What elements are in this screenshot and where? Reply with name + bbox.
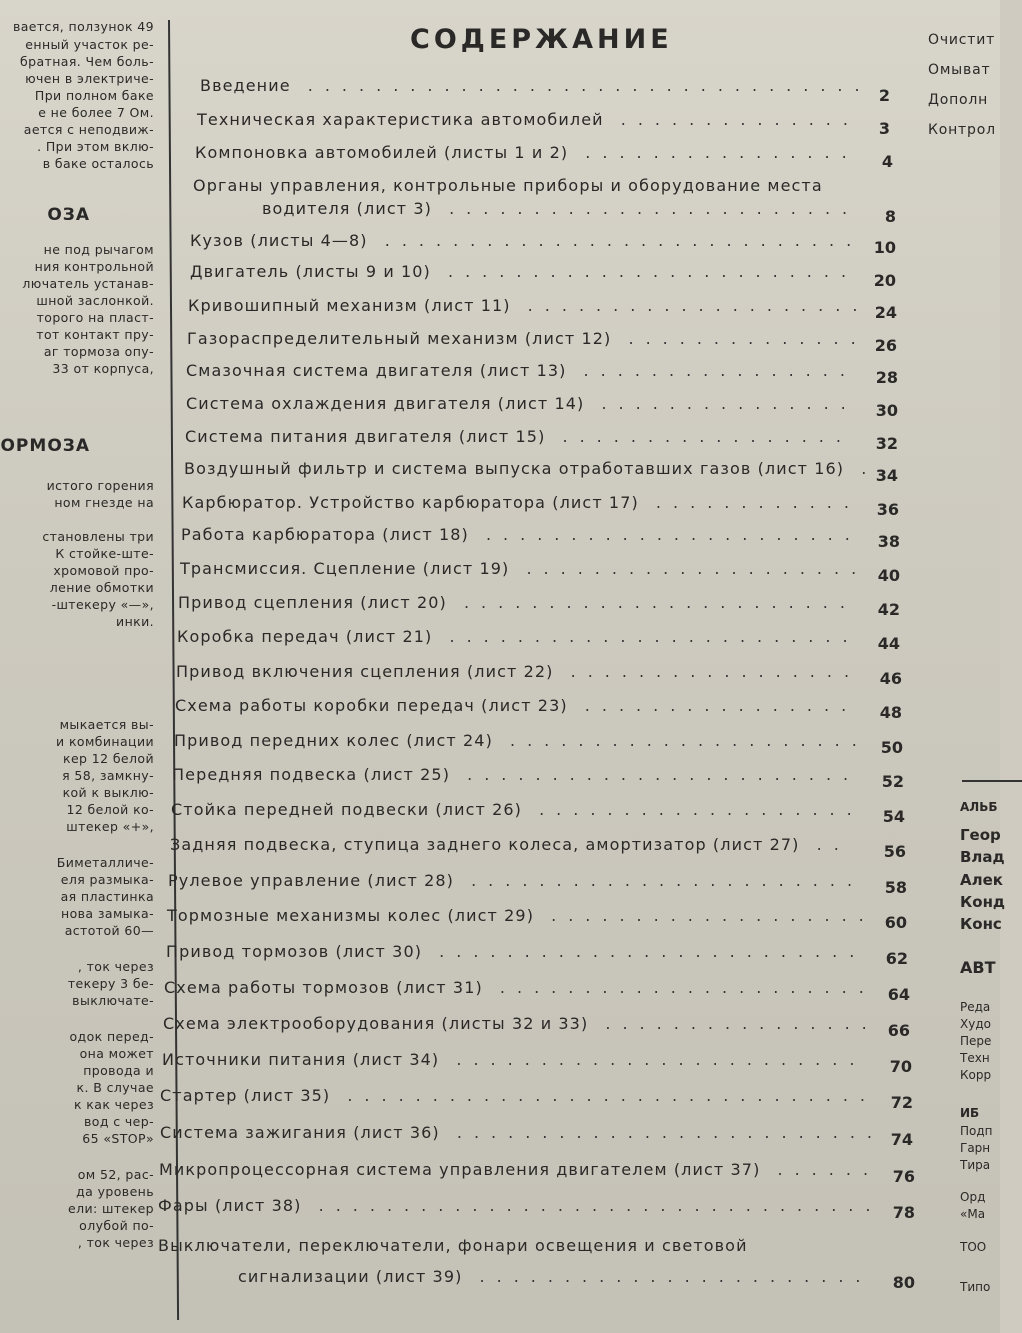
toc-leader-dots: ..............	[611, 329, 868, 348]
right-imprint-line: Подп	[960, 1124, 993, 1138]
toc-entry-label: Стартер (лист 35)	[160, 1086, 331, 1105]
toc-leader-dots: ...............................	[330, 1086, 877, 1105]
toc-leader-dots: .......................	[454, 871, 865, 890]
left-text-line: ается с неподвиж-	[23, 122, 154, 137]
left-text-line: -штекеру «—»,	[51, 597, 154, 612]
horizontal-rule	[962, 780, 1022, 782]
right-imprint-line: Худо	[960, 1017, 991, 1031]
toc-page-number: 28	[875, 368, 898, 387]
toc-entry	[160, 1086, 877, 1105]
toc-leader-dots: ......	[760, 1160, 881, 1179]
toc-leader-dots: .................	[545, 427, 853, 446]
left-text-line: ючен в электриче-	[25, 71, 154, 86]
toc-page-number: 58	[884, 878, 907, 897]
toc-page-number: 80	[892, 1273, 915, 1292]
right-text-column	[920, 0, 1006, 1333]
right-imprint-line: Гарн	[960, 1141, 991, 1155]
toc-page-number: 52	[881, 772, 904, 791]
left-text-line: енный участок ре-	[25, 37, 154, 52]
toc-entry	[162, 1050, 867, 1069]
toc-entry	[190, 231, 864, 250]
toc-entry-label: Привод сцепления (лист 20)	[178, 593, 447, 612]
toc-entry-label: Кузов (листы 4—8)	[190, 231, 368, 250]
left-text-line: хромовой про-	[53, 563, 154, 578]
left-text-line: вается, ползунок 49	[12, 19, 154, 34]
left-text-line: ели: штекер	[68, 1201, 154, 1216]
toc-entry	[164, 978, 876, 997]
toc-entry-label: водителя (лист 3)	[262, 199, 432, 218]
toc-title: СОДЕРЖАНИЕ	[410, 24, 673, 55]
toc-leader-dots: .......................	[462, 1267, 873, 1286]
toc-page-number: 38	[877, 532, 900, 551]
toc-page-number: 74	[890, 1130, 913, 1149]
toc-entry	[171, 800, 864, 819]
toc-page-number: 60	[884, 913, 907, 932]
right-text-line: Дополн	[928, 92, 989, 108]
toc-entry	[170, 835, 856, 854]
toc-leader-dots: ................	[588, 1014, 879, 1033]
right-credit-line: Конд	[960, 893, 1006, 911]
toc-entry-label: Схема электрооборудования (листы 32 и 33)	[163, 1014, 589, 1033]
toc-entry	[193, 176, 823, 195]
toc-leader-dots: .................................	[290, 76, 872, 95]
toc-leader-dots: ................	[566, 361, 857, 380]
toc-page-number: 26	[874, 336, 897, 355]
left-text-line: кой к выклю-	[62, 785, 154, 800]
toc-entry-label: Источники питания (лист 34)	[162, 1050, 440, 1069]
toc-entry-label: Передняя подвеска (лист 25)	[172, 765, 451, 784]
toc-entry-label: Газораспределительный механизм (лист 12)	[187, 329, 612, 348]
left-text-line: она может	[79, 1046, 154, 1061]
left-text-line: олубой по-	[79, 1218, 154, 1233]
right-imprint-line: Реда	[960, 1000, 991, 1014]
left-text-line: да уровень	[76, 1184, 154, 1199]
toc-page-number: 36	[876, 500, 899, 519]
toc-entry-label: Система зажигания (лист 36)	[160, 1123, 440, 1142]
right-imprint-line: Техн	[960, 1051, 990, 1065]
toc-entry	[238, 1267, 873, 1286]
toc-page-number: 42	[877, 600, 900, 619]
left-text-line: аг тормоза опу-	[43, 344, 154, 359]
toc-leader-dots: ................	[568, 143, 859, 162]
toc-page-number: 54	[882, 807, 905, 826]
toc-entry	[176, 662, 862, 681]
toc-entry-label: Воздушный фильтр и система выпуска отработавших газов (лист 16)	[184, 459, 845, 478]
toc-leader-dots: .	[844, 459, 879, 478]
toc-leader-dots: ....................	[510, 296, 870, 315]
toc-entry	[159, 1160, 881, 1179]
left-text-line: , ток через	[77, 1235, 154, 1250]
left-text-line: братная. Чем боль-	[20, 54, 154, 69]
left-text-line: 33 от корпуса,	[52, 361, 154, 376]
left-text-line: К стойке-ште-	[55, 546, 154, 561]
toc-page-number: 20	[873, 271, 896, 290]
toc-entry	[188, 296, 870, 315]
toc-entry	[181, 525, 862, 544]
toc-leader-dots: ............................	[367, 231, 864, 250]
toc-leader-dots: ........................	[430, 262, 859, 281]
left-text-line: я 58, замкну-	[62, 768, 154, 783]
toc-entry-label: Привод включения сцепления (лист 22)	[176, 662, 554, 681]
toc-leader-dots: ......................	[482, 978, 876, 997]
left-text-line: провода и	[83, 1063, 154, 1078]
toc-page-number: 2	[878, 86, 890, 105]
right-text-line: Контрол	[928, 122, 996, 138]
toc-entry-label: Смазочная система двигателя (лист 13)	[186, 361, 567, 380]
toc-entry	[160, 1123, 885, 1142]
toc-entry	[200, 76, 872, 95]
right-credit-line: АЛЬБ	[960, 800, 998, 814]
toc-entry-label: Коробка передач (лист 21)	[177, 627, 433, 646]
right-credit-line: Влад	[960, 848, 1005, 866]
right-imprint-line: Типо	[960, 1280, 991, 1294]
toc-entry-label: Работа карбюратора (лист 18)	[181, 525, 469, 544]
left-text-line: к как через	[73, 1097, 154, 1112]
toc-entry-label: Кривошипный механизм (лист 11)	[188, 296, 511, 315]
left-text-line: мыкается вы-	[59, 717, 154, 732]
toc-entry-label: Схема работы коробки передач (лист 23)	[175, 696, 568, 715]
toc-leader-dots: ......................	[468, 525, 862, 544]
toc-page-number: 50	[880, 738, 903, 757]
left-text-line: ом 52, рас-	[77, 1167, 154, 1182]
toc-leader-dots: .........................	[422, 942, 867, 961]
left-text-line: ая пластинка	[60, 889, 154, 904]
right-text-line: Омыват	[928, 62, 991, 78]
toc-leader-dots: ........................	[432, 627, 860, 646]
toc-leader-dots: .....................	[492, 731, 869, 750]
left-text-line: истого горения	[46, 478, 154, 493]
toc-entry	[195, 143, 859, 162]
toc-entry-label: Стойка передней подвески (лист 26)	[171, 800, 522, 819]
left-text-line: не под рычагом	[43, 242, 154, 257]
right-imprint-line: Тира	[960, 1158, 991, 1172]
left-text-line: торого на пласт-	[36, 310, 154, 325]
toc-entry-label: Карбюратор. Устройство карбюратора (лист 17)	[182, 493, 639, 512]
toc-entry-label: Тормозные механизмы колес (лист 29)	[167, 906, 535, 925]
left-text-line: вод с чер-	[84, 1114, 154, 1129]
left-text-line: одок перед-	[69, 1029, 154, 1044]
right-credit-line: Геор	[960, 826, 1001, 844]
toc-entry-label: Привод передних колес (лист 24)	[174, 731, 493, 750]
toc-entry	[166, 942, 867, 961]
left-text-line: , ток через	[77, 959, 154, 974]
left-text-line: нова замыка-	[61, 906, 154, 921]
left-text-line: штекер «+»,	[66, 819, 154, 834]
toc-page-number: 8	[884, 207, 896, 226]
toc-entry-label: Система питания двигателя (лист 15)	[185, 427, 546, 446]
toc-entry	[158, 1196, 883, 1215]
left-text-line: шной заслонкой.	[36, 293, 154, 308]
toc-leader-dots: .........................	[439, 1123, 885, 1142]
toc-entry-label: Компоновка автомобилей (листы 1 и 2)	[195, 143, 569, 162]
toc-entry	[186, 361, 857, 380]
toc-entry-label: Задняя подвеска, ступица заднего колеса, амортизатор (лист 27)	[170, 835, 800, 854]
left-text-line: инки.	[116, 614, 154, 629]
toc-page-number: 48	[879, 703, 902, 722]
toc-leader-dots: .......................	[446, 593, 857, 612]
toc-entry	[182, 493, 861, 512]
toc-page-number: 72	[890, 1093, 913, 1112]
toc-leader-dots: ........................	[431, 199, 860, 218]
toc-page-number: 46	[879, 669, 902, 688]
right-heading: АВТ	[960, 958, 996, 977]
toc-entry	[174, 731, 869, 750]
toc-entry	[172, 765, 861, 784]
left-text-line: становлены три	[42, 529, 154, 544]
toc-entry-label: Система охлаждения двигателя (лист 14)	[186, 394, 585, 413]
toc-leader-dots: ...............	[584, 394, 858, 413]
left-text-line: ния контрольной	[34, 259, 154, 274]
left-text-line: 12 белой ко-	[66, 802, 154, 817]
toc-entry	[178, 593, 857, 612]
toc-page-number: 10	[873, 238, 896, 257]
toc-entry-label: Привод тормозов (лист 30)	[166, 942, 423, 961]
toc-page-number: 40	[877, 566, 900, 585]
toc-entry-label: Введение	[200, 76, 291, 95]
toc-entry	[184, 459, 879, 478]
toc-page-number: 70	[889, 1057, 912, 1076]
left-text-line: лючатель устанав-	[22, 276, 154, 291]
toc-page-number: 24	[874, 303, 897, 322]
toc-entry	[187, 329, 868, 348]
left-text-line: текеру 3 бе-	[67, 976, 154, 991]
left-text-line: к. В случае	[76, 1080, 154, 1095]
toc-page-number: 62	[885, 949, 908, 968]
toc-entry	[168, 871, 865, 890]
right-credit-line: Алек	[960, 871, 1003, 889]
left-text-line: ление обмотки	[49, 580, 154, 595]
toc-leader-dots: ........................	[439, 1050, 867, 1069]
toc-entry	[158, 1236, 748, 1255]
right-imprint-line: «Ма	[960, 1207, 986, 1221]
toc-page-number: 56	[883, 842, 906, 861]
right-imprint-line: Орд	[960, 1190, 986, 1204]
toc-entry-label: Фары (лист 38)	[158, 1196, 302, 1215]
toc-entry-label: Техническая характеристика автомобилей	[197, 110, 604, 129]
toc-page-number: 30	[875, 401, 898, 420]
left-text-line: выключате-	[72, 993, 154, 1008]
toc-leader-dots: .................	[553, 662, 862, 681]
left-text-line: еля размыка-	[60, 872, 154, 887]
toc-leader-dots: ....................	[509, 559, 869, 578]
toc-entry	[180, 559, 869, 578]
toc-entry	[190, 262, 859, 281]
toc-page-number: 64	[887, 985, 910, 1004]
toc-entry	[262, 199, 860, 218]
toc-entry-label: сигнализации (лист 39)	[238, 1267, 463, 1286]
right-imprint-line: ТОО	[960, 1240, 987, 1254]
toc-page-number: 44	[877, 634, 900, 653]
toc-entry	[185, 427, 853, 446]
toc-leader-dots: ..............	[603, 110, 860, 129]
toc-entry	[186, 394, 858, 413]
right-imprint-line: Корр	[960, 1068, 992, 1082]
toc-entry-label: Рулевое управление (лист 28)	[168, 871, 454, 890]
right-imprint-line: Пере	[960, 1034, 992, 1048]
left-text-column	[0, 0, 160, 1333]
toc-entry	[167, 906, 876, 925]
toc-leader-dots: ............	[638, 493, 861, 512]
toc-leader-dots: .......................	[450, 765, 861, 784]
left-text-line: тот контакт пру-	[36, 327, 154, 342]
left-text-line: При полном баке	[34, 88, 154, 103]
toc-entry	[163, 1014, 879, 1033]
toc-leader-dots: .................................	[301, 1196, 883, 1215]
toc-page-number: 76	[892, 1167, 915, 1186]
left-text-line: Биметалличе-	[56, 855, 154, 870]
left-text-line: кер 12 белой	[63, 751, 154, 766]
right-text-line: Очистит	[928, 32, 996, 48]
left-text-line: астотой 60—	[64, 923, 154, 938]
left-text-line: 65 «STOP»	[82, 1131, 154, 1146]
toc-page-number: 34	[875, 466, 898, 485]
toc-leader-dots: ...................	[522, 800, 864, 819]
toc-entry	[197, 110, 860, 129]
right-imprint-line: ИБ	[960, 1106, 980, 1120]
toc-entry-label: Органы управления, контрольные приборы и оборудование места	[193, 176, 823, 195]
left-text-line: . При этом вклю-	[37, 139, 154, 154]
toc-page-number: 32	[875, 434, 898, 453]
toc-leader-dots: ................	[567, 696, 859, 715]
toc-entry-label: Микропроцессорная система управления двигателем (лист 37)	[159, 1160, 761, 1179]
left-section-heading: ОЗА	[47, 205, 90, 225]
toc-page-number: 78	[892, 1203, 915, 1222]
left-section-heading: ОРМОЗА	[0, 436, 90, 456]
toc-entry	[177, 627, 860, 646]
toc-leader-dots: ...................	[534, 906, 876, 925]
right-credit-line: Конс	[960, 915, 1002, 933]
left-text-line: и комбинации	[56, 734, 154, 749]
toc-leader-dots: ..	[799, 835, 851, 854]
left-text-line: е не более 7 Ом.	[38, 105, 154, 120]
toc-entry-label: Двигатель (листы 9 и 10)	[190, 262, 431, 281]
left-text-line: ном гнезде на	[54, 495, 154, 510]
toc-entry-label: Схема работы тормозов (лист 31)	[164, 978, 483, 997]
toc-page-number: 3	[878, 119, 890, 138]
toc-entry-label: Трансмиссия. Сцепление (лист 19)	[180, 559, 510, 578]
toc-entry	[175, 696, 859, 715]
toc-entry-label: Выключатели, переключатели, фонари освещения и световой	[158, 1236, 748, 1255]
toc-page-number: 4	[881, 152, 893, 171]
toc-page-number: 66	[887, 1021, 910, 1040]
left-text-line: в баке осталось	[42, 156, 154, 171]
